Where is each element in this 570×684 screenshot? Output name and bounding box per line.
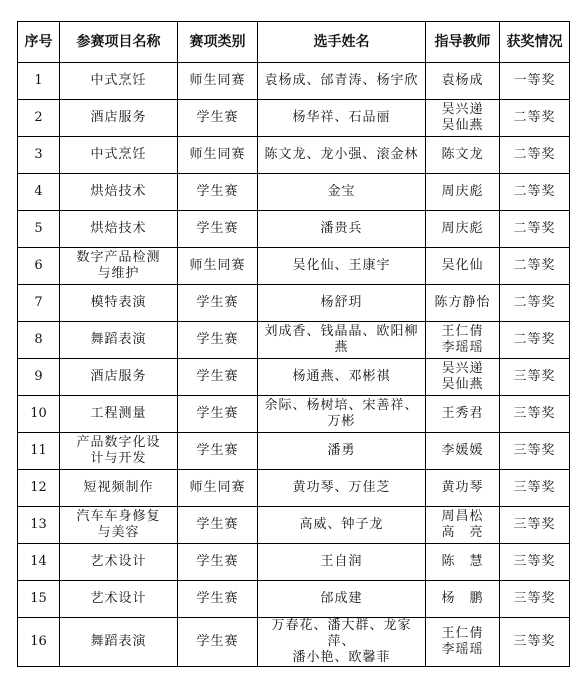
header-award: 获奖情况 xyxy=(500,22,570,63)
cell-award: 二等奖 xyxy=(500,137,570,174)
header-category: 赛项类别 xyxy=(178,22,258,63)
cell-no: 8 xyxy=(18,322,60,359)
cell-teacher: 杨 鹏 xyxy=(426,581,500,618)
cell-no: 11 xyxy=(18,433,60,470)
header-teacher: 指导教师 xyxy=(426,22,500,63)
cell-award: 一等奖 xyxy=(500,63,570,100)
table-row xyxy=(18,581,570,618)
cell-teacher: 陈 慧 xyxy=(426,544,500,581)
cell-players: 邰成建 xyxy=(258,581,426,618)
cell-award: 二等奖 xyxy=(500,174,570,211)
cell-category: 学生赛 xyxy=(178,544,258,581)
table-row xyxy=(18,248,570,285)
cell-project: 烘焙技术 xyxy=(60,211,178,248)
cell-teacher: 陈文龙 xyxy=(426,137,500,174)
cell-players: 高威、钟子龙 xyxy=(258,507,426,544)
cell-teacher: 周庆彪 xyxy=(426,211,500,248)
cell-project: 中式烹饪 xyxy=(60,137,178,174)
cell-no: 3 xyxy=(18,137,60,174)
cell-players: 杨舒玥 xyxy=(258,285,426,322)
cell-category: 学生赛 xyxy=(178,359,258,396)
cell-players: 潘贵兵 xyxy=(258,211,426,248)
cell-project: 舞蹈表演 xyxy=(60,322,178,359)
cell-project: 酒店服务 xyxy=(60,100,178,137)
cell-category: 学生赛 xyxy=(178,174,258,211)
cell-award: 二等奖 xyxy=(500,100,570,137)
table-row xyxy=(18,174,570,211)
cell-no: 4 xyxy=(18,174,60,211)
cell-project: 艺术设计 xyxy=(60,581,178,618)
cell-players: 杨华祥、石品丽 xyxy=(258,100,426,137)
cell-category: 学生赛 xyxy=(178,581,258,618)
cell-teacher: 周庆彪 xyxy=(426,174,500,211)
table-header-row xyxy=(18,22,570,63)
cell-category: 学生赛 xyxy=(178,618,258,667)
cell-no: 10 xyxy=(18,396,60,433)
cell-award: 三等奖 xyxy=(500,581,570,618)
cell-project: 烘焙技术 xyxy=(60,174,178,211)
cell-players: 余际、杨树培、宋善祥、 万彬 xyxy=(258,396,426,433)
cell-no: 5 xyxy=(18,211,60,248)
cell-award: 二等奖 xyxy=(500,285,570,322)
table-row xyxy=(18,618,570,667)
table-row xyxy=(18,396,570,433)
table-body xyxy=(18,63,570,667)
cell-players: 金宝 xyxy=(258,174,426,211)
cell-players: 刘成香、钱晶晶、欧阳柳 燕 xyxy=(258,322,426,359)
awards-table-container xyxy=(17,21,570,667)
cell-no: 16 xyxy=(18,618,60,667)
cell-teacher: 王仁倩 李瑶瑶 xyxy=(426,322,500,359)
cell-players: 王自润 xyxy=(258,544,426,581)
cell-teacher: 周昌松 高 亮 xyxy=(426,507,500,544)
cell-project: 工程测量 xyxy=(60,396,178,433)
cell-award: 三等奖 xyxy=(500,359,570,396)
cell-no: 1 xyxy=(18,63,60,100)
cell-category: 师生同赛 xyxy=(178,248,258,285)
cell-players: 袁杨成、邰青涛、杨宇欣 xyxy=(258,63,426,100)
table-row xyxy=(18,100,570,137)
table-row xyxy=(18,470,570,507)
header-players: 选手姓名 xyxy=(258,22,426,63)
cell-players: 吴化仙、王康宇 xyxy=(258,248,426,285)
cell-teacher: 陈方静怡 xyxy=(426,285,500,322)
cell-players: 万春花、潘大群、龙家萍、 潘小艳、欧馨菲 xyxy=(258,618,426,667)
cell-no: 2 xyxy=(18,100,60,137)
cell-project: 中式烹饪 xyxy=(60,63,178,100)
table-row xyxy=(18,63,570,100)
cell-award: 三等奖 xyxy=(500,618,570,667)
header-no: 序号 xyxy=(18,22,60,63)
cell-no: 15 xyxy=(18,581,60,618)
table-row xyxy=(18,137,570,174)
cell-project: 数字产品检测 与维护 xyxy=(60,248,178,285)
cell-no: 7 xyxy=(18,285,60,322)
table-row xyxy=(18,433,570,470)
cell-no: 6 xyxy=(18,248,60,285)
cell-category: 师生同赛 xyxy=(178,63,258,100)
cell-category: 学生赛 xyxy=(178,211,258,248)
cell-award: 三等奖 xyxy=(500,396,570,433)
table-row xyxy=(18,322,570,359)
cell-award: 二等奖 xyxy=(500,248,570,285)
table-row xyxy=(18,211,570,248)
cell-category: 学生赛 xyxy=(178,285,258,322)
cell-award: 三等奖 xyxy=(500,544,570,581)
cell-project: 产品数字化设 计与开发 xyxy=(60,433,178,470)
cell-award: 二等奖 xyxy=(500,211,570,248)
cell-project: 酒店服务 xyxy=(60,359,178,396)
cell-teacher: 吴兴递 吴仙燕 xyxy=(426,100,500,137)
cell-no: 14 xyxy=(18,544,60,581)
cell-players: 黄功琴、万佳芝 xyxy=(258,470,426,507)
cell-project: 艺术设计 xyxy=(60,544,178,581)
cell-teacher: 王仁倩 李瑶瑶 xyxy=(426,618,500,667)
cell-project: 汽车车身修复 与美容 xyxy=(60,507,178,544)
table-row xyxy=(18,285,570,322)
cell-project: 舞蹈表演 xyxy=(60,618,178,667)
awards-table xyxy=(17,21,570,667)
cell-award: 三等奖 xyxy=(500,507,570,544)
cell-award: 三等奖 xyxy=(500,470,570,507)
cell-category: 师生同赛 xyxy=(178,137,258,174)
table-row xyxy=(18,359,570,396)
cell-category: 学生赛 xyxy=(178,100,258,137)
cell-category: 学生赛 xyxy=(178,433,258,470)
header-project: 参赛项目名称 xyxy=(60,22,178,63)
cell-teacher: 吴兴递 吴仙燕 xyxy=(426,359,500,396)
cell-teacher: 李媛媛 xyxy=(426,433,500,470)
table-row xyxy=(18,507,570,544)
cell-category: 学生赛 xyxy=(178,396,258,433)
cell-award: 三等奖 xyxy=(500,433,570,470)
cell-teacher: 黄功琴 xyxy=(426,470,500,507)
cell-teacher: 袁杨成 xyxy=(426,63,500,100)
cell-teacher: 吴化仙 xyxy=(426,248,500,285)
cell-players: 潘勇 xyxy=(258,433,426,470)
cell-no: 9 xyxy=(18,359,60,396)
cell-project: 模特表演 xyxy=(60,285,178,322)
cell-teacher: 王秀君 xyxy=(426,396,500,433)
cell-no: 12 xyxy=(18,470,60,507)
cell-players: 陈文龙、龙小强、滚金林 xyxy=(258,137,426,174)
cell-category: 学生赛 xyxy=(178,507,258,544)
cell-players: 杨通燕、邓彬祺 xyxy=(258,359,426,396)
cell-category: 学生赛 xyxy=(178,322,258,359)
cell-category: 师生同赛 xyxy=(178,470,258,507)
cell-no: 13 xyxy=(18,507,60,544)
table-row xyxy=(18,544,570,581)
cell-award: 二等奖 xyxy=(500,322,570,359)
cell-project: 短视频制作 xyxy=(60,470,178,507)
